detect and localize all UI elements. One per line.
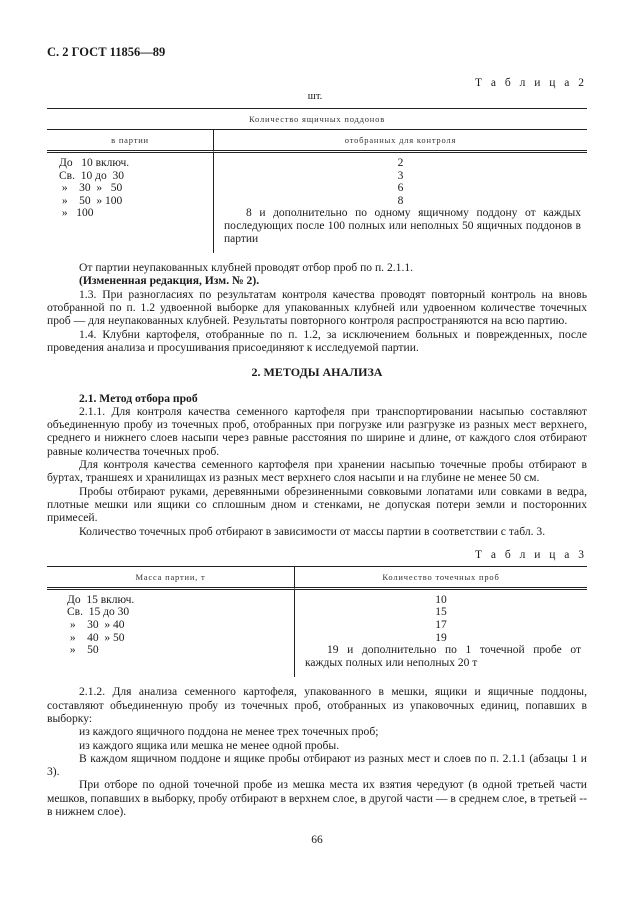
- body-text-1: [47, 261, 587, 538]
- paragraph: 1.4. Клубни картофеля, отобранные по п. 1.2, за исключением больных и поврежденных, после проведения анализа и просушивания присоединяют к исследуемой партии.: [47, 327, 587, 354]
- table-2-col1-header: в партии: [47, 130, 213, 153]
- table-2: [47, 108, 587, 253]
- paragraph: В каждом ящичном поддоне и ящике пробы отбирают из разных мест и слоев по п. 2.1.1 (абзацы 1 и 3).: [47, 751, 587, 779]
- table-3-col2-header: Количество точечных проб: [294, 567, 587, 590]
- table-3-col1-header: Масса партии, т: [47, 567, 294, 590]
- table-cell: До 15 включ.: [67, 593, 135, 606]
- subsection-title: 2.1. Метод отбора проб: [79, 391, 198, 405]
- amendment-note: (Измененная редакция, Изм. № 2).: [79, 274, 260, 288]
- table-cell: 8 и дополнительно по одному ящичному поддону от каждых последующих после 100 полных или неполных 50 ящичных поддонов в партии: [213, 207, 587, 253]
- paragraph: Количество точечных проб отбирают в зависимости от массы партии в соответствии с табл. 3.: [79, 524, 546, 538]
- table-cell: » 30 » 40: [67, 618, 125, 631]
- table-cell: 19 и дополнительно по 1 точечной пробе от каждых полных или неполных 20 т: [294, 644, 587, 677]
- table-2-group-header: Количество ящичных поддонов: [47, 109, 587, 130]
- table-cell: 19: [294, 632, 587, 645]
- table-2-col2-header: отобранных для контроля: [213, 130, 587, 153]
- table-cell: » 30 » 50: [59, 182, 123, 195]
- table-3-caption: Т а б л и ц а 3: [474, 548, 587, 561]
- table-cell: » 50 » 100: [59, 194, 123, 207]
- table-cell: 10: [294, 590, 587, 607]
- table-cell: 8: [213, 195, 587, 208]
- table-cell: 3: [213, 170, 587, 183]
- table-cell: Св. 15 до 30: [67, 606, 130, 619]
- table-cell: » 40 » 50: [67, 631, 125, 644]
- table-cell: 17: [294, 619, 587, 632]
- table-2-caption: Т а б л и ц а 2: [474, 77, 587, 89]
- body-text-2: [47, 685, 587, 818]
- table-cell: 2: [213, 153, 587, 170]
- page-number: 66: [311, 834, 323, 847]
- table-2-unit: шт.: [307, 91, 323, 102]
- table-cell: 15: [294, 606, 587, 619]
- list-item: из каждого ящичного поддона не менее трех точечных проб;: [79, 725, 379, 739]
- table-cell: До 10 включ.: [59, 157, 130, 169]
- paragraph: Для контроля качества семенного картофеля при хранении насыпью точечные пробы отбирают в буртах, траншеях и хранилищах из разных мест верхнего слоя насыпи и на глубине не менее 50 см.: [47, 458, 587, 485]
- table-cell: » 100: [59, 207, 94, 220]
- paragraph: Пробы отбирают руками, деревянными обрезиненными совковыми лопатами или совками в ведра, плотные мешки или ящики со сплошным дном и стенками, не допуская потери земли и посторонних примесей.: [47, 484, 587, 525]
- paragraph: От партии неупакованных клубней проводят отбор проб по п. 2.1.1.: [79, 261, 414, 275]
- list-item: из каждого ящика или мешка не менее одной пробы.: [79, 738, 340, 752]
- section-title: 2. МЕТОДЫ АНАЛИЗА: [251, 365, 383, 380]
- table-cell: Св. 10 до 30: [59, 169, 124, 182]
- table-3: [47, 566, 587, 678]
- paragraph: 1.3. При разногласиях по результатам контроля качества проводят повторный контроль на вновь отобранной по п. 1.2 удвоенной выборке для упакованных клубней или удвоенном количестве точечных проб — для неупакованных клубней. Результаты повторного контроля распространяются на всю партию.: [47, 287, 587, 328]
- paragraph: 2.1.1. Для контроля качества семенного картофеля при транспортировании насыпью составляют объединенную пробу из точечных проб, отобранных при погрузке или разгрузке из разных мест верхнего, среднего и нижнего слоев насыпи через равные расстояния по ширине и длине, от каждого слоя отбирают равные количества точечных проб.: [47, 404, 587, 458]
- table-cell: » 50: [67, 644, 99, 657]
- paragraph: При отборе по одной точечной пробе из мешка места их взятия чередуют (в одной третьей части мешков, попавших в выборку, пробу отбирают в верхнем слое, в другой части — в среднем слое, в третьей -- в нижнем слое).: [47, 778, 587, 819]
- paragraph: 2.1.2. Для анализа семенного картофеля, упакованного в мешки, ящики и ящичные поддоны, составляют объединенную пробу из точечных проб, отобранных из упаковочных единиц, попавших в выборку:: [47, 685, 587, 725]
- page-header: С. 2 ГОСТ 11856—89: [47, 45, 166, 59]
- table-cell: 6: [213, 182, 587, 195]
